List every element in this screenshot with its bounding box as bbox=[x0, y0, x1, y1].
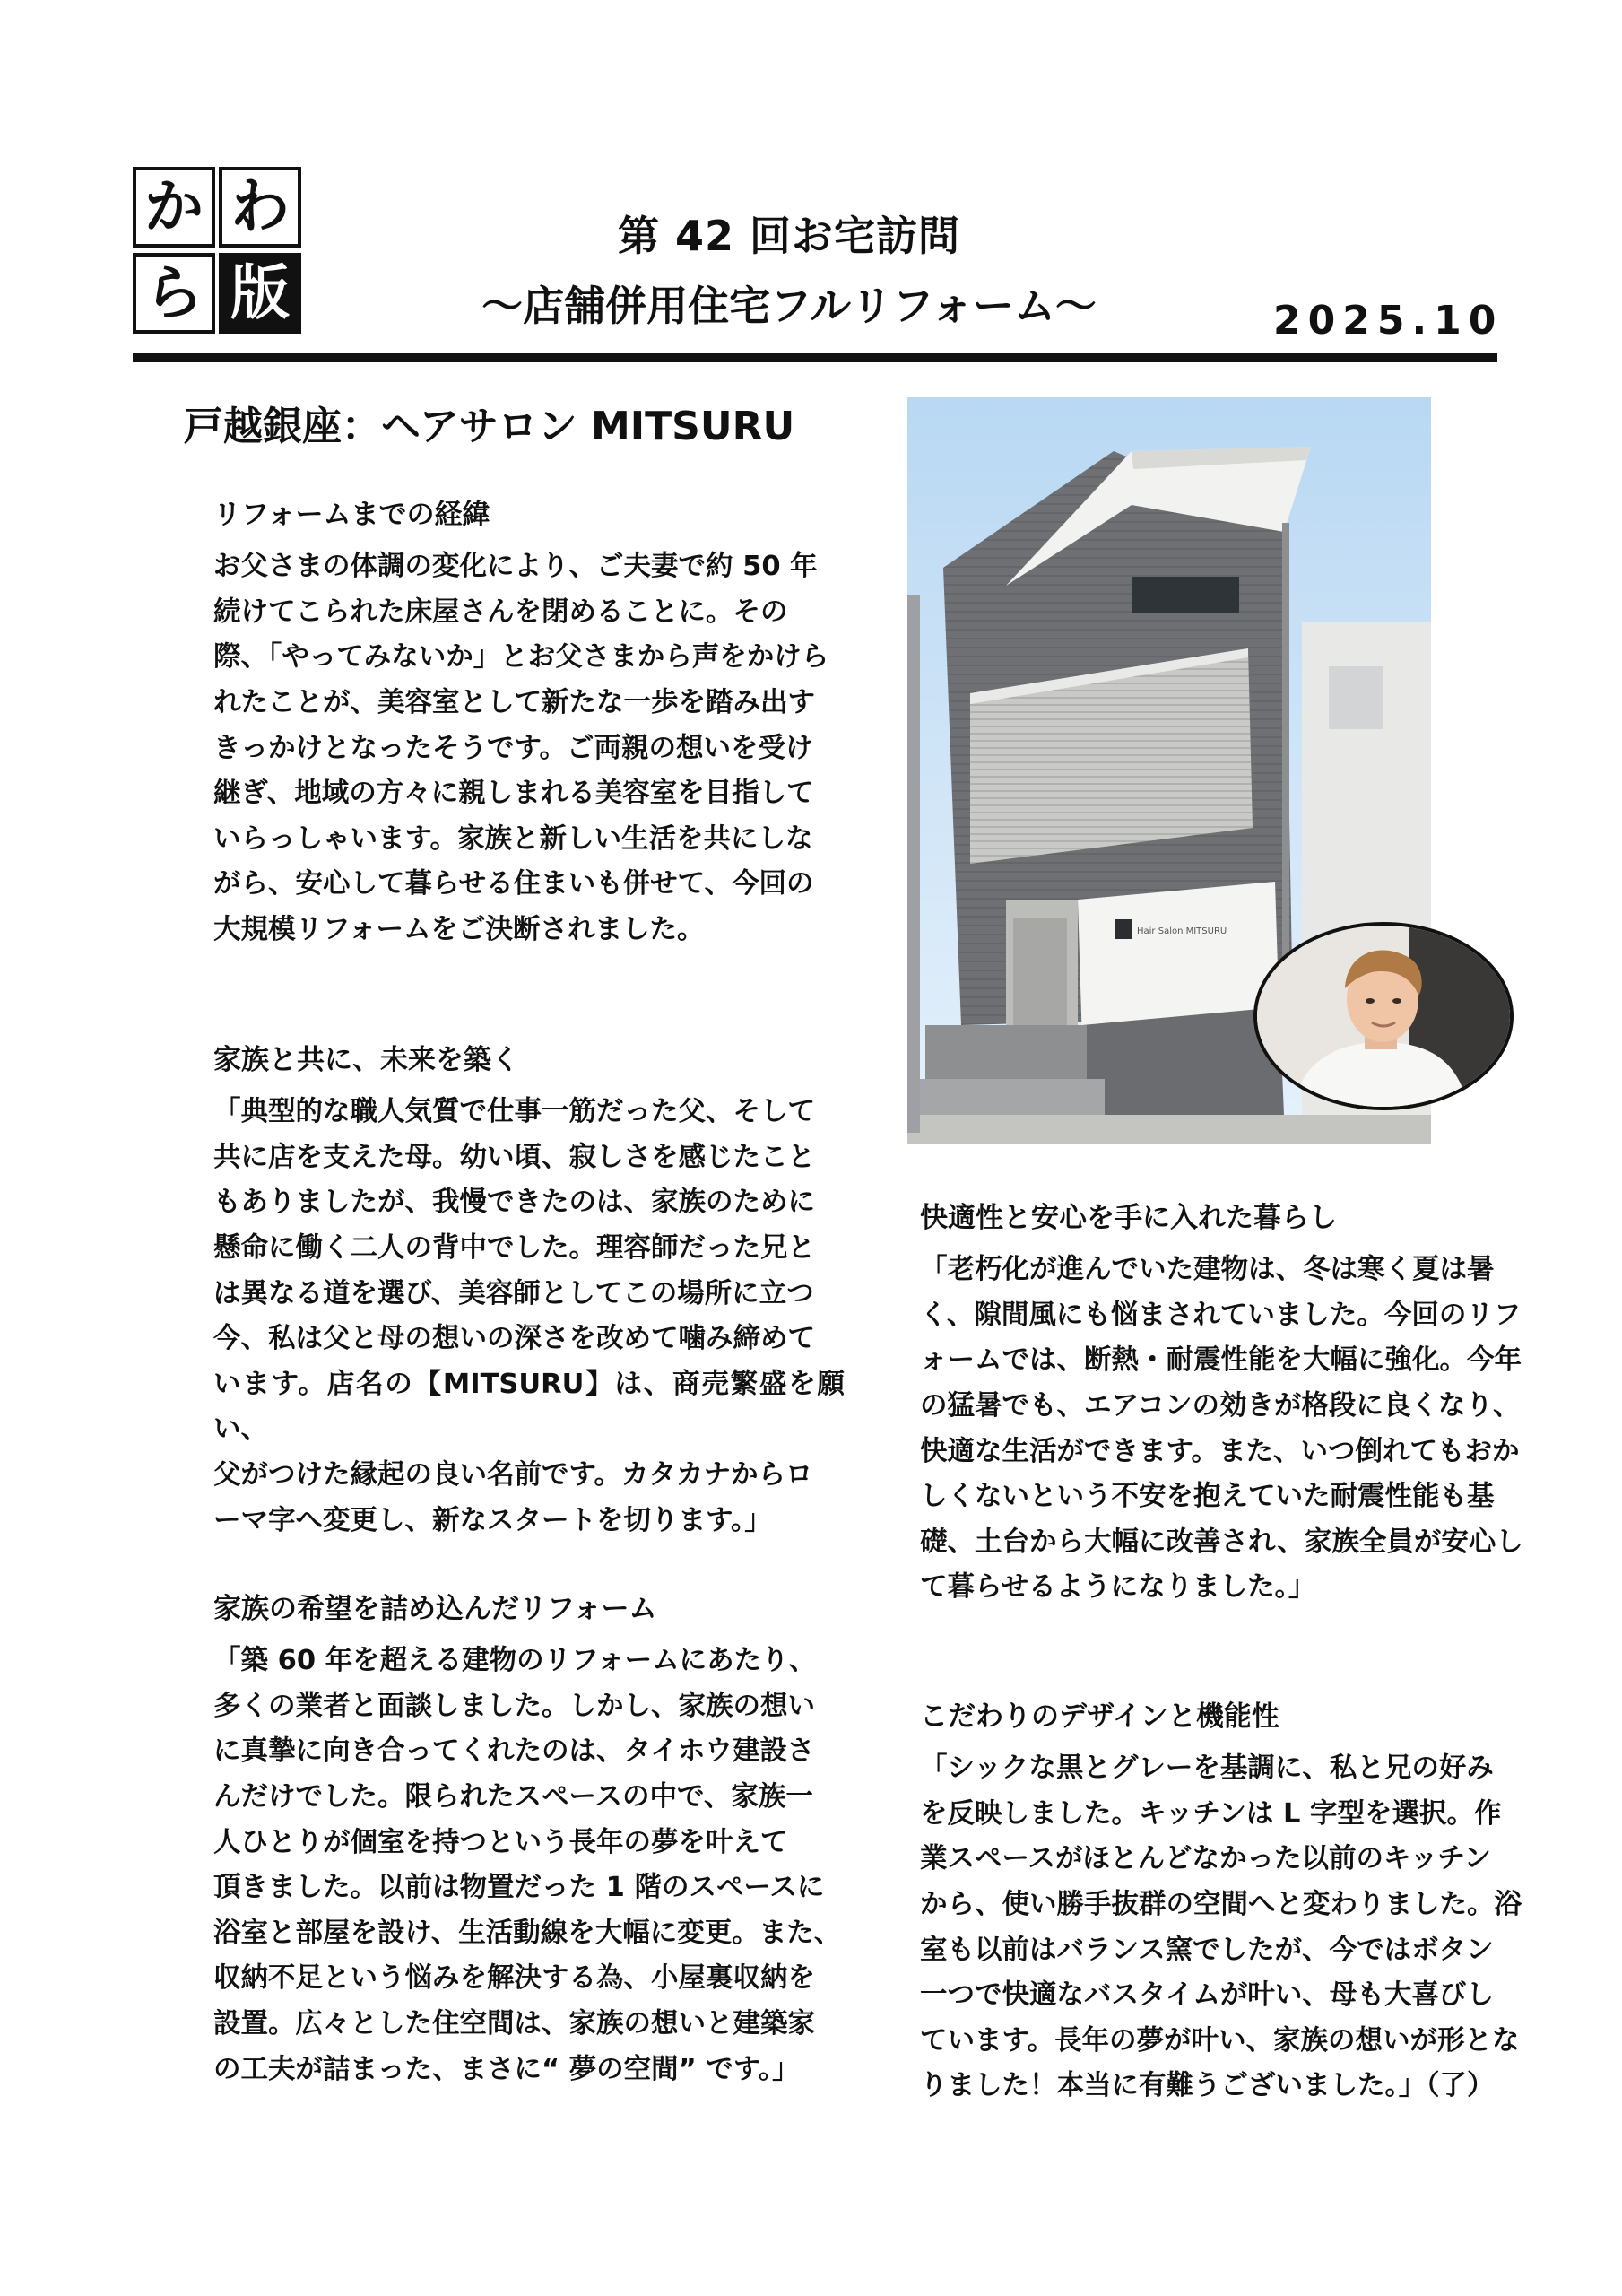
section-family-future bbox=[213, 1044, 845, 1544]
owner-portrait bbox=[1253, 922, 1514, 1110]
logo-char-wa: わ bbox=[219, 167, 301, 248]
issue-subtitle: ～店舗併用住宅フルリフォーム～ bbox=[481, 282, 1097, 330]
section-body: 「典型的な職人気質で仕事一筋だった父、そして 共に店を支えた母。幼い頃、寂しさを感じたこと もありましたが、我慢できたのは、家族のために 懸命に働く二人の背中でした。理容師だった兄と は異なる道を選び、美容師としてこの場所に立つ 今、私は父と母の想いの深さを改めて噛み締めて います。店名の【MITSURU】は、商売繁盛を願い、 父がつけた縁起の良い名前です。カタカナからロ ーマ字へ変更し、新なスタートを切ります。」 bbox=[213, 1096, 845, 1536]
issue-title: 第 42 回お宅訪問 bbox=[617, 212, 961, 260]
section-heading: リフォームまでの経緯 bbox=[213, 499, 490, 531]
section-body: お父さまの体調の変化により、ご夫妻で約 50 年 続けてこられた床屋さんを閉めることに。その 際、「やってみないか」とお父さまから声をかけら れたことが、美容室として新たな一歩を踏み出す きっかけとなったそうです。ご両親の想いを受け 継ぎ、地域の方々に親しまれる美容室を目指して いらっしゃいます。家族と新しい生活を共にしな がら、安心して暮らせる住まいも併せて、今回の 大規模リフォームをご決断されました。 bbox=[213, 551, 829, 945]
kawaraban-logo bbox=[133, 167, 305, 335]
logo-char-ban: 版 bbox=[219, 253, 301, 334]
section-body: 「老朽化が進んでいた建物は、冬は寒く夏は暑 く、隙間風にも悩まされていました。今回のリフ ォームでは、断熱・耐震性能を大幅に強化。今年 の猛暑でも、エアコンの効きが格段に良くなり、 快適な生活ができます。また、いつ倒れてもおか しくないという不安を抱えていた耐震性能も基 礎、土台から大幅に改善され、家族全員が安心し て暮らせるようになりました。」 bbox=[920, 1254, 1523, 1604]
section-heading: 快適性と安心を手に入れた暮らし bbox=[920, 1202, 1337, 1234]
section-heading: こだわりのデザインと機能性 bbox=[920, 1700, 1279, 1733]
section-background bbox=[213, 499, 845, 953]
issue-date: 2025.10 bbox=[1273, 298, 1504, 344]
section-body: 「シックな黒とグレーを基調に、私と兄の好み を反映しました。キッチンは L 字型を選択。作 業スペースがほとんどなかった以前のキッチン から、使い勝手抜群の空間へと変わりました。浴 室も以前はバランス窯でしたが、今ではボタン 一つで快適なバスタイムが叶い、母も大喜びし ています。長年の夢が叶い、家族の想いが形とな りました！本当に有難うございました。」（了） bbox=[920, 1752, 1522, 2102]
section-comfort-safety bbox=[920, 1202, 1530, 1611]
person-illustration bbox=[1257, 926, 1510, 1107]
logo-char-ra: ら bbox=[133, 253, 215, 334]
section-heading: 家族と共に、未来を築く bbox=[213, 1044, 519, 1076]
header-divider bbox=[133, 353, 1497, 362]
section-heading: 家族の希望を詰め込んだリフォーム bbox=[213, 1593, 657, 1625]
logo-char-ka: か bbox=[133, 167, 215, 248]
section-body: 「築 60 年を超える建物のリフォームにあたり、 多くの業者と面談しました。しかし、家族の想い に真摯に向き合ってくれたのは、タイホウ建設さ んだけでした。限られたスペースの中で、家族一 人ひとりが個室を持つという長年の夢を叶えて 頂きました。以前は物置だった 1 階のスペースに 浴室と部屋を設け、生活動線を大幅に変更。また、 収納不足という悩みを解決する為、小屋裏収納を 設置。広々とした住空間は、家族の想いと建築家 の工夫が詰まった、まさに“ 夢の空間” です。」 bbox=[213, 1645, 842, 2085]
shop-title: 戸越銀座：ヘアサロン MITSURU bbox=[184, 404, 795, 449]
building-sign-text: Hair Salon MITSURU bbox=[1137, 926, 1227, 936]
section-reform-wishes bbox=[213, 1593, 845, 2092]
section-design-function bbox=[920, 1700, 1530, 2109]
